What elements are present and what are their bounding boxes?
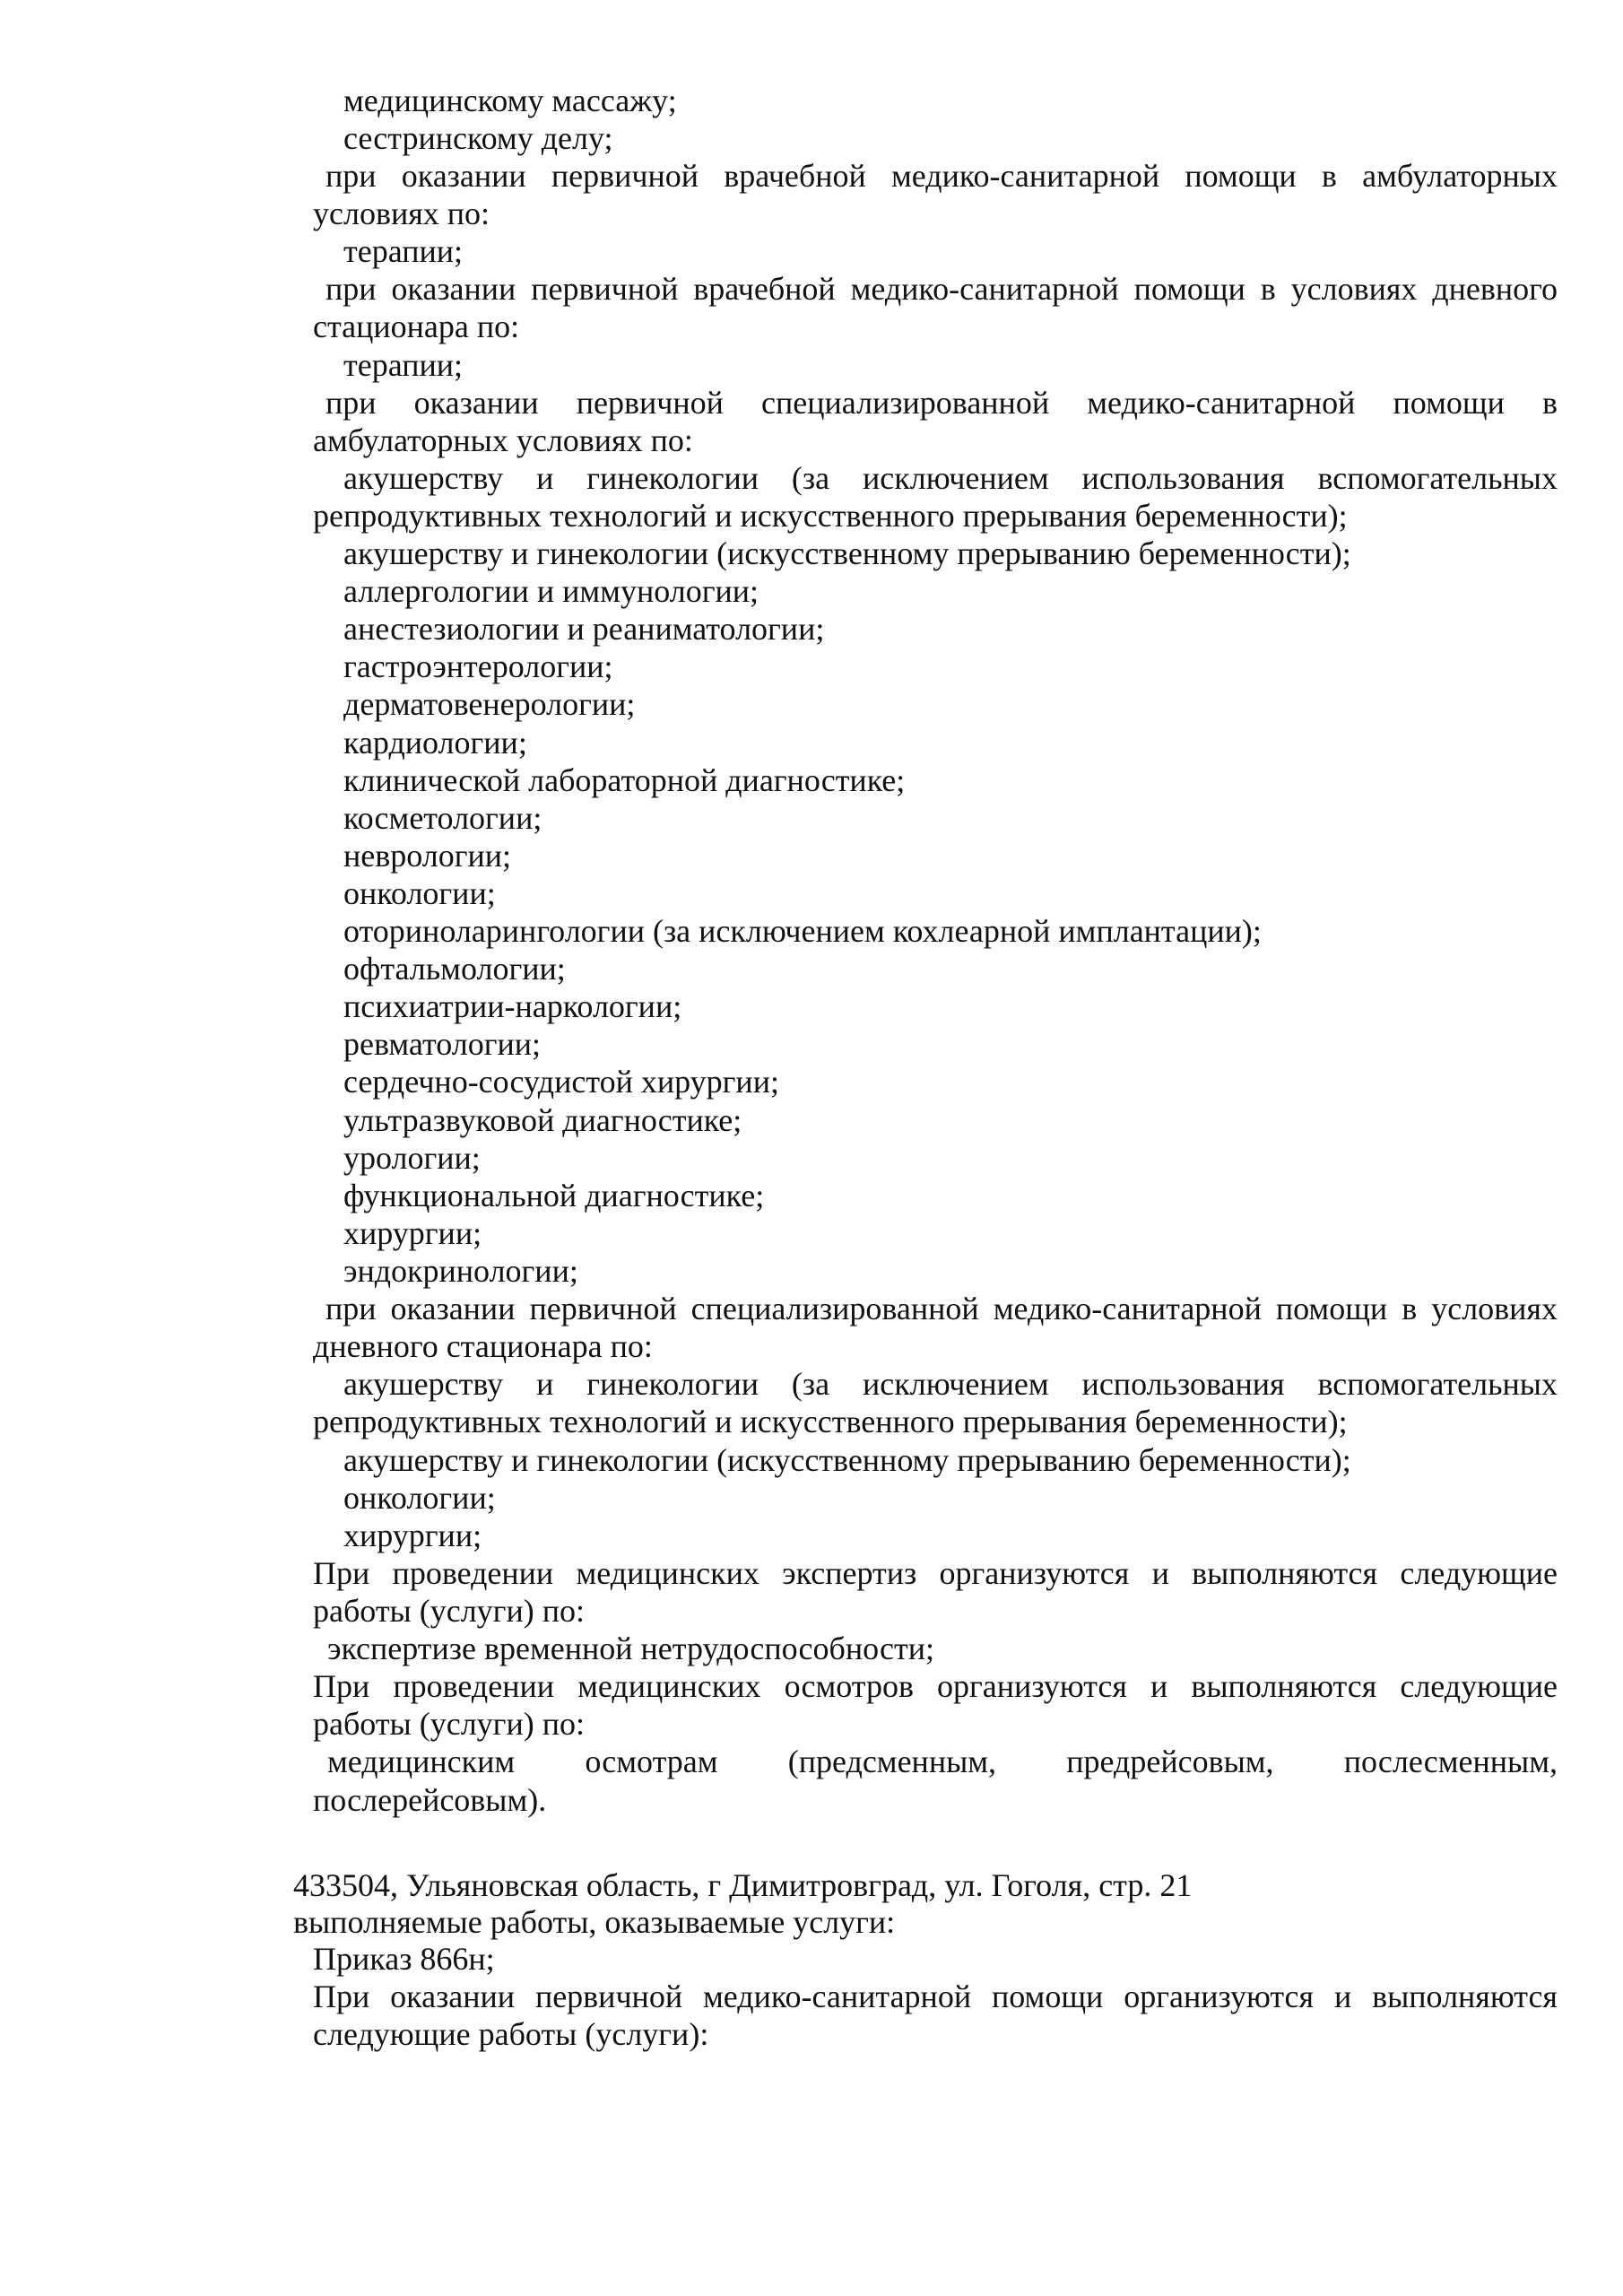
list-item: онкологии; [343, 875, 496, 911]
section-heading-cont: работы (услуги) по: [313, 1706, 585, 1742]
list-item: косметологии; [343, 800, 542, 836]
address-line: 433504, Ульяновская область, г Димитровград, ул. Гоголя, стр. 21 [293, 1867, 1193, 1903]
list-item: урологии; [343, 1140, 481, 1176]
list-item: аллергологии и иммунологии; [343, 573, 759, 609]
list-item: акушерству и гинекологии (искусственному прерыванию беременности); [343, 535, 1351, 571]
list-item: гастроэнтерологии; [343, 648, 613, 684]
list-item: анестезиологии и реаниматологии; [343, 611, 825, 647]
section-heading: При проведении медицинских экспертиз организуются и выполняются следующие [313, 1555, 1558, 1591]
list-item: медицинскому массажу; [343, 83, 677, 118]
list-item: хирургии; [343, 1215, 482, 1251]
section-heading-cont: дневного стационара по: [313, 1328, 653, 1364]
list-item: медицинским осмотрам (предсменным, предрейсовым, послесменным, [327, 1744, 1558, 1779]
list-item-cont: послерейсовым). [313, 1782, 547, 1818]
list-item: клинической лабораторной диагностике; [343, 762, 906, 798]
section-heading-cont: работы (услуги) по: [313, 1593, 585, 1629]
section-heading-cont: условиях по: [313, 196, 490, 231]
list-item-cont: репродуктивных технологий и искусственного прерывания беременности); [313, 498, 1348, 534]
section-heading-cont: амбулаторных условиях по: [313, 422, 693, 458]
list-item: психиатрии-наркологии; [343, 988, 682, 1024]
list-item: эндокринологии; [343, 1253, 578, 1289]
list-item: акушерству и гинекологии (за исключением использования вспомогательных [343, 1366, 1558, 1402]
list-item: ревматологии; [343, 1026, 541, 1062]
order-reference: Приказ 866н; [313, 1941, 495, 1977]
section-heading: при оказании первичной врачебной медико-санитарной помощи в амбулаторных [325, 158, 1558, 194]
list-item: терапии; [343, 347, 464, 383]
section-heading: При оказании первичной медико-санитарной помощи организуются и выполняются [313, 1979, 1558, 2014]
list-item: оториноларингологии (за исключением кохлеарной имплантации); [343, 913, 1262, 949]
list-item: дерматовенерологии; [343, 686, 636, 722]
list-item: офтальмологии; [343, 951, 566, 987]
list-item: кардиологии; [343, 725, 527, 761]
list-item: сестринскому делу; [343, 120, 613, 156]
section-heading-cont: следующие работы (услуги): [313, 2016, 709, 2052]
section-heading: при оказании первичной врачебной медико-санитарной помощи в условиях дневного [325, 271, 1558, 307]
section-heading: при оказании первичной специализированной медико-санитарной помощи в условиях [325, 1291, 1558, 1326]
list-item: ультразвуковой диагностике; [343, 1102, 742, 1138]
list-item: функциональной диагностике; [343, 1178, 765, 1213]
list-item: экспертизе временной нетрудоспособности; [327, 1631, 934, 1666]
section-heading-cont: стационара по: [313, 309, 520, 344]
section-heading: при оказании первичной специализированной медико-санитарной помощи в [325, 385, 1558, 421]
list-item: онкологии; [343, 1480, 496, 1516]
list-item-cont: репродуктивных технологий и искусственного прерывания беременности); [313, 1404, 1348, 1439]
list-item: неврологии; [343, 838, 512, 874]
section-heading: При проведении медицинских осмотров организуются и выполняются следующие [313, 1668, 1558, 1704]
list-item: терапии; [343, 233, 464, 269]
services-label: выполняемые работы, оказываемые услуги: [293, 1904, 896, 1940]
list-item: акушерству и гинекологии (за исключением использования вспомогательных [343, 460, 1558, 496]
list-item: хирургии; [343, 1518, 482, 1553]
list-item: сердечно-сосудистой хирургии; [343, 1064, 779, 1100]
list-item: акушерству и гинекологии (искусственному прерыванию беременности); [343, 1442, 1351, 1478]
